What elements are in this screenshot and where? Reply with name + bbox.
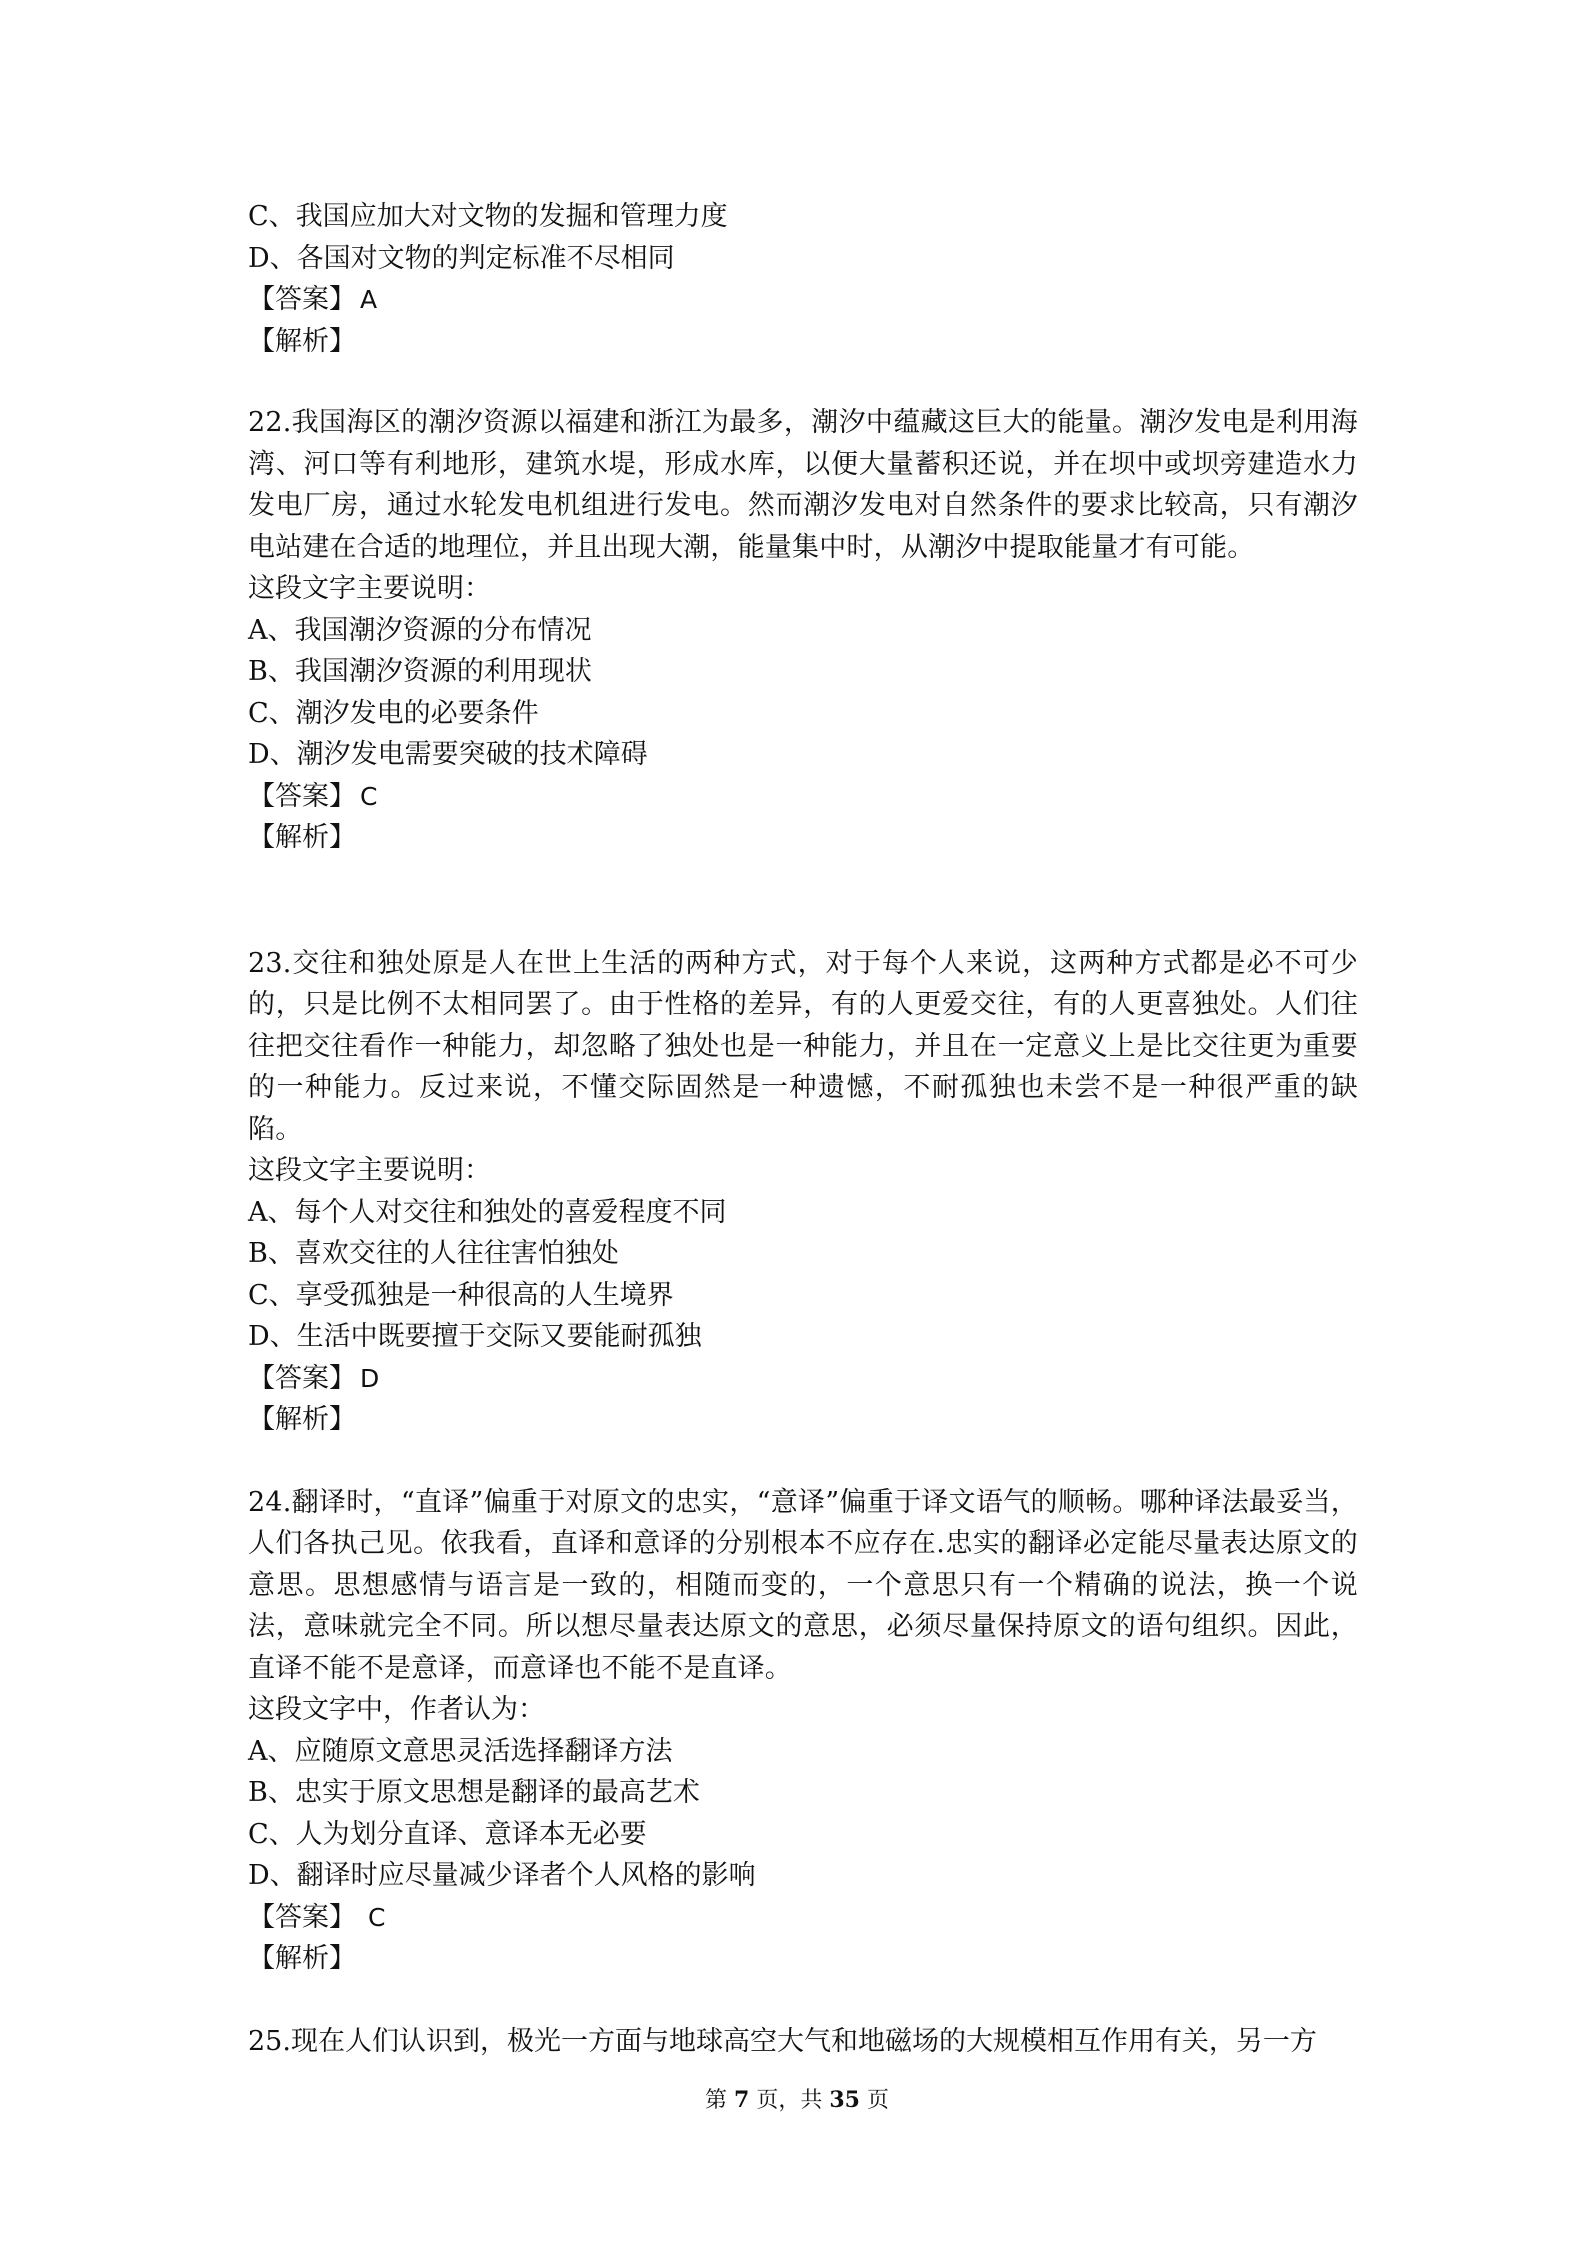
footer-page-number: 7: [734, 2087, 750, 2113]
q22-stem: 22.我国海区的潮汐资源以福建和浙江为最多，潮汐中蕴藏这巨大的能量。潮汐发电是利用海湾、河口等有利地形，建筑水堤，形成水库，以便大量蓄积还说，并在坝中或坝旁建造水力发电厂房，通过水轮发电机组进行发电。然而潮汐发电对自然条件的要求比较高，只有潮汐电站建在合适的地理位，并且出现大潮，能量集中时，从潮汐中提取能量才有可能。: [248, 407, 1358, 563]
q22-option-c: C、潮汐发电的必要条件: [248, 697, 539, 729]
q23-option-c: C、享受孤独是一种很高的人生境界: [248, 1279, 674, 1311]
answer-label: 【答案】: [248, 1901, 356, 1933]
q23-prompt: 这段文字主要说明：: [248, 1155, 491, 1186]
q21-option-c: C、我国应加大对文物的发掘和管理力度: [248, 201, 728, 232]
page-footer: [0, 2083, 1594, 2114]
q23-stem: 23.交往和独处原是人在世上生活的两种方式，对于每个人来说，这两种方式都是必不可少的，只是比例不太相同罢了。由于性格的差异，有的人更爱交往，有的人更喜独处。人们往往把交往看作一种能力，却忽略了独处也是一种能力，并且在一定意义上是比交往更为重要的一种能力。反过来说，不懂交际固然是一种遗憾，不耐孤独也未尝不是一种很严重的缺陷。: [248, 947, 1358, 1145]
q22-answer: [248, 776, 1358, 818]
answer-label: 【答案】: [248, 284, 356, 315]
spacer: [248, 1980, 1358, 2021]
q24-prompt: 这段文字中，作者认为：: [248, 1694, 545, 1725]
answer-label: 【答案】: [248, 1362, 356, 1394]
footer-suffix: 页: [859, 2088, 889, 2113]
answer-label: 【答案】: [248, 780, 356, 812]
q24-analysis: 【解析】: [248, 1943, 356, 1974]
document-page: [248, 196, 1358, 2062]
q23-option-a: A、每个人对交往和独处的喜爱程度不同: [248, 1196, 727, 1228]
q25-stem: 25.现在人们认识到，极光一方面与地球高空大气和地磁场的大规模相互作用有关，另一方: [248, 2025, 1317, 2057]
q24-option-d: D、翻译时应尽量减少译者个人风格的影响: [248, 1860, 756, 1891]
q22-option-d: D、潮汐发电需要突破的技术障碍: [248, 739, 648, 770]
q22-option-a: A、我国潮汐资源的分布情况: [248, 614, 592, 646]
spacer: [248, 1441, 1358, 1482]
q23-analysis: 【解析】: [248, 1404, 356, 1435]
q21-answer: [248, 279, 1358, 321]
answer-value: C: [360, 781, 378, 811]
q22-analysis: 【解析】: [248, 822, 356, 853]
q24-option-a: A、应随原文意思灵活选择翻译方法: [248, 1735, 673, 1767]
q24-option-b: B、忠实于原文思想是翻译的最高艺术: [248, 1777, 700, 1808]
q22-prompt: 这段文字主要说明：: [248, 573, 491, 604]
q23-answer: [248, 1358, 1358, 1400]
answer-value: A: [360, 285, 378, 314]
q21-option-d: D、各国对文物的判定标准不尽相同: [248, 242, 675, 274]
q23-option-b: B、喜欢交往的人往往害怕独处: [248, 1238, 619, 1269]
spacer: [248, 362, 1358, 402]
q24-answer: [248, 1897, 1358, 1939]
answer-value: C: [360, 1902, 386, 1932]
footer-total-pages: 35: [829, 2087, 860, 2113]
q24-stem: 24.翻译时，“直译”偏重于对原文的忠实，“意译”偏重于译文语气的顺畅。哪种译法最妥当，人们各执己见。依我看，直译和意译的分别根本不应存在.忠实的翻译必定能尽量表达原文的意思。思想感情与语言是一致的，相随而变的，一个意思只有一个精确的说法，换一个说法，意味就完全不同。所以想尽量表达原文的意思，必须尽量保持原文的语句组织。因此，直译不能不是意译，而意译也不能不是直译。: [248, 1486, 1358, 1684]
spacer: [248, 859, 1358, 943]
q23-option-d: D、生活中既要擅于交际又要能耐孤独: [248, 1321, 702, 1352]
answer-value: D: [360, 1363, 380, 1393]
footer-prefix: 第: [705, 2088, 735, 2113]
q22-option-b: B、我国潮汐资源的利用现状: [248, 656, 592, 687]
q21-analysis: 【解析】: [248, 325, 356, 357]
footer-middle: 页，共: [749, 2088, 830, 2113]
q24-option-c: C、人为划分直译、意译本无必要: [248, 1818, 647, 1850]
